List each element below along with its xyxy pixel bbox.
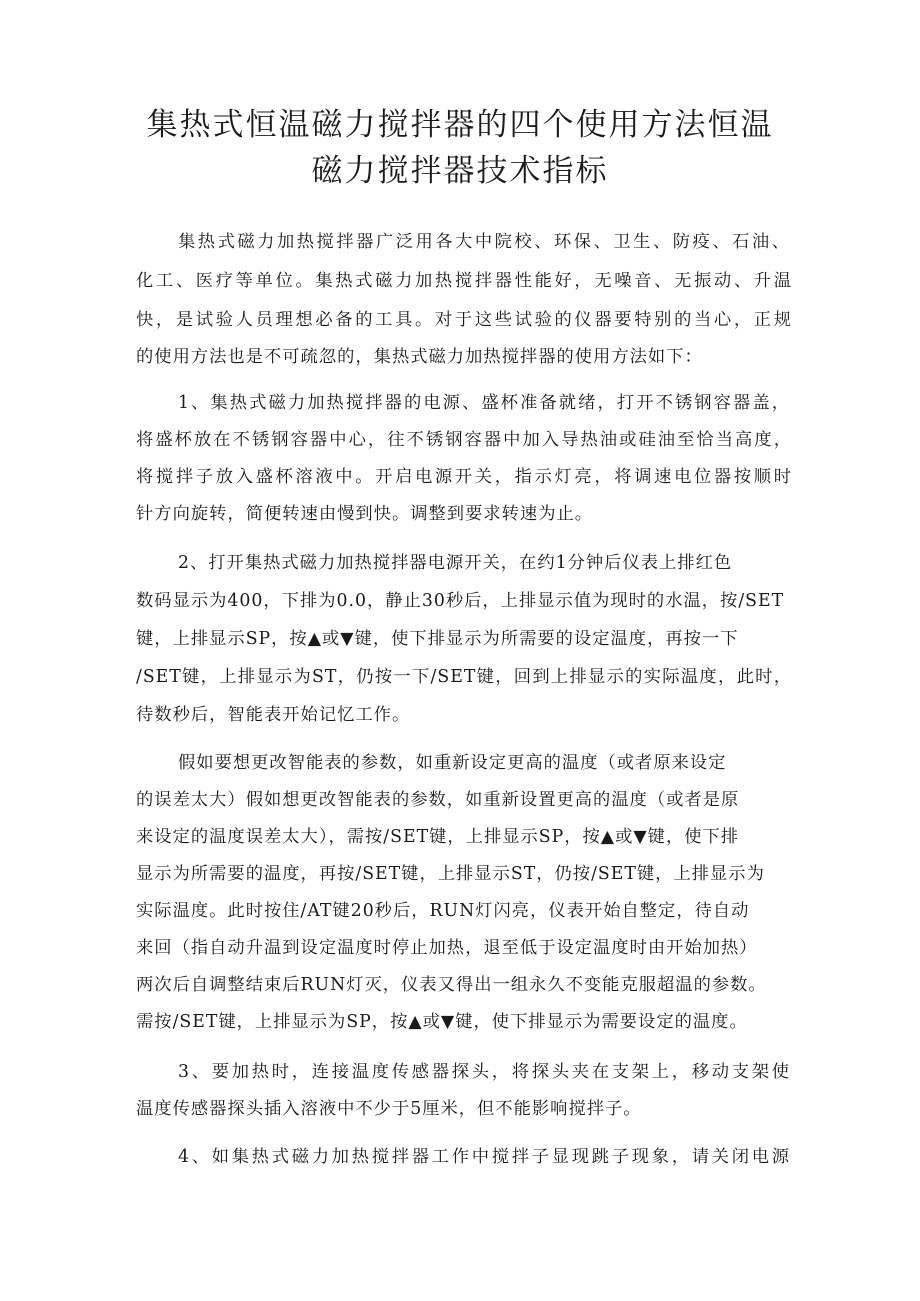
document-title-line-1: 集热式恒温磁力搅拌器的四个使用方法恒温 — [146, 107, 774, 143]
body-line: 来设定的温度误差太大），需按/SET键，上排显示SP，按▲或▼键，使下排 — [136, 827, 740, 847]
body-line: /SET键，上排显示为ST，仍按一下/SET键，回到上排显示的实际温度，此时， — [136, 667, 792, 687]
body-line: 化工、医疗等单位。集热式磁力加热搅拌器性能好，无噪音、无振动、升温 — [136, 271, 792, 291]
body-line: 1、集热式磁力加热搅拌器的电源、盛杯准备就绪，打开不锈钢容器盖， — [178, 393, 790, 413]
document-title-line-2: 磁力搅拌器技术指标 — [311, 153, 609, 189]
body-line: 3、要加热时，连接温度传感器探头，将探头夹在支架上，移动支架使 — [178, 1062, 790, 1082]
body-line: 集热式磁力加热搅拌器广泛用各大中院校、环保、卫生、防疫、石油、 — [178, 232, 790, 252]
body-line: 针方向旋转，简便转速由慢到快。调整到要求转速为止。 — [136, 504, 594, 524]
body-line: 假如要想更改智能表的参数，如重新设定更高的温度（或者原来设定 — [178, 753, 727, 773]
body-line: 将搅拌子放入盛杯溶液中。开启电源开关，指示灯亮，将调速电位器按顺时 — [136, 467, 792, 487]
body-line: 键，上排显示SP，按▲或▼键，使下排显示为所需要的设定温度，再按一下 — [136, 629, 739, 649]
body-line: 4、如集热式磁力加热搅拌器工作中搅拌子显现跳子现象，请关闭电源 — [178, 1147, 790, 1167]
body-line: 待数秒后，智能表开始记忆工作。 — [136, 705, 411, 725]
body-line: 实际温度。此时按住/AT键20秒后，RUN灯闪亮，仪表开始自整定，待自动 — [136, 901, 750, 921]
body-line: 温度传感器探头插入溶液中不少于5厘米，但不能影响搅拌子。 — [136, 1099, 642, 1119]
body-line: 将盛杯放在不锈钢容器中心，往不锈钢容器中加入导热油或硅油至恰当高度， — [136, 430, 792, 450]
body-line: 显示为所需要的温度，再按/SET键，上排显示ST，仍按/SET键，上排显示为 — [136, 864, 765, 884]
body-line: 需按/SET键，上排显示为SP，按▲或▼键，使下排显示为需要设定的温度。 — [136, 1012, 748, 1032]
body-line: 数码显示为400，下排为0.0，静止30秒后，上排显示值为现时的水温，按/SET — [136, 591, 785, 611]
body-line: 两次后自调整结束后RUN灯灭，仪表又得出一组永久不变能克服超温的参数。 — [136, 975, 767, 995]
body-line: 的误差太大）假如想更改智能表的参数，如重新设置更高的温度（或者是原 — [136, 790, 740, 810]
body-line: 2、打开集热式磁力加热搅拌器电源开关，在约1分钟后仪表上排红色 — [178, 553, 733, 573]
body-line: 的使用方法也是不可疏忽的，集热式磁力加热搅拌器的使用方法如下： — [136, 347, 703, 367]
body-line: 来回（指自动升温到设定温度时停止加热，退至低于设定温度时由开始加热） — [136, 938, 758, 958]
body-line: 快，是试验人员理想必备的工具。对于这些试验的仪器要特别的当心，正规 — [136, 310, 792, 330]
